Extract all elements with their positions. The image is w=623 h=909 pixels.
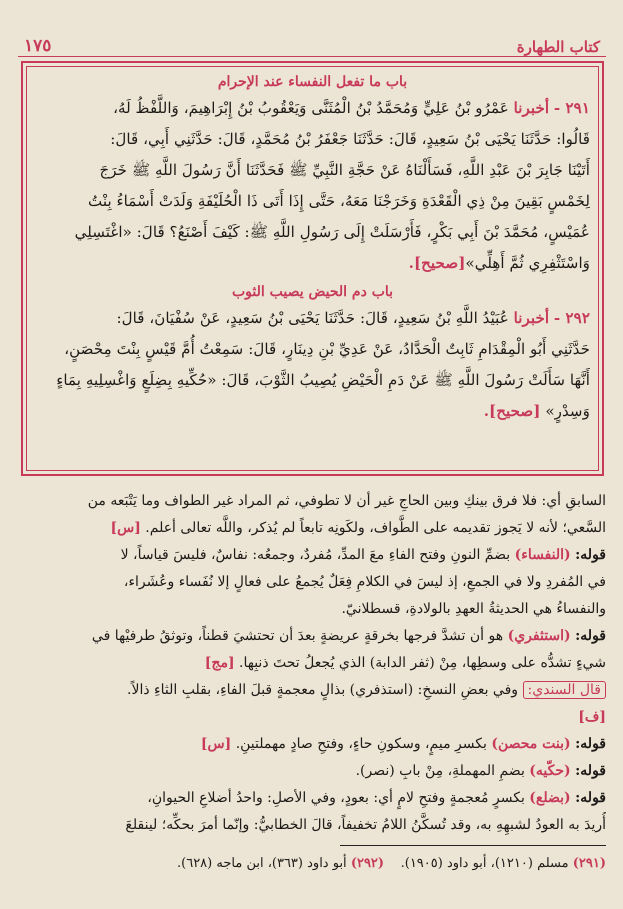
footnote-text: مسلم (١٢١٠)، أبو داود (١٩٠٥). <box>400 856 569 871</box>
grade-label: [صحيح]. <box>408 254 466 272</box>
footnote <box>18 854 606 874</box>
commentary-line <box>18 731 606 758</box>
hadith-292-line-3: أَنَّهَا سَأَلَتْ رَسُولَ اللَّهِ ﷺ عَنْ دَمِ الْحَيْضِ يُصِيبُ الثَّوْبَ، قَالَ: «حُكِّيهِ بِضِلَعٍ وَاغْسِلِيهِ بِمَاءٍ <box>56 371 590 389</box>
source-tag: [ف] <box>578 709 606 725</box>
commentary-line <box>18 758 606 785</box>
akhbarana-label: أخبرنا <box>513 309 550 327</box>
hadith-text: عُبَيْدُ اللَّهِ بْنُ سَعِيدٍ، قَالَ: حَدَّثَنَا يَحْيَى بْنُ سَعِيدٍ، عَنْ سُفْيَانَ، قَالَ: <box>116 309 509 327</box>
commentary-line: السابقِ أي: فلا فرق بينكِ وبين الحاجِ غير أن لا تطوفي، ثم المراد غير الطواف وما يَتْبَعه من <box>87 493 606 509</box>
commentary-line <box>18 650 606 677</box>
commentary-line <box>18 515 606 542</box>
source-tag: [س] <box>110 520 141 536</box>
qawluhu-label: قوله: <box>575 628 606 644</box>
commentary-line <box>18 677 606 704</box>
gloss-term: (بضلع) <box>529 790 571 806</box>
hadith-number: ٢٩١ - <box>553 99 590 117</box>
commentary-text: بضمِ المهملةِ، مِنْ بابِ (نصر). <box>355 763 525 779</box>
qawluhu-label: قوله: <box>575 736 606 752</box>
grade-label: [صحيح]. <box>483 402 541 420</box>
akhbarana-label: أخبرنا <box>513 99 550 117</box>
qawluhu-label: قوله: <box>575 763 606 779</box>
commentary-line: في المُفردِ ولا في الجمعِ، إذ ليسَ في الكلامِ فِعَلٌ يُجمعُ على فعالٍ إلا نُفَساء وعُشَراء، <box>123 574 606 590</box>
gloss-term: (بنت محصن) <box>491 736 571 752</box>
section-title-2: باب دم الحيض يصيب الثوب <box>231 284 394 300</box>
chapter-title: كتاب الطهارة <box>516 38 600 56</box>
hadith-text: وَاسْتَثْفِرِي ثُمَّ أَهِلِّي» <box>465 254 590 272</box>
hadith-text: عَمْرُو بْنُ عَلِيٍّ وَمُحَمَّدُ بْنُ الْمُثَنَّى وَيَعْقُوبُ بْنُ إِبْرَاهِيمَ، وَاللَّفْظُ لَهُ، <box>113 99 509 117</box>
hadith-292-line-2: حَدَّثَنِي أَبُو الْمِقْدَامِ ثَابِتٌ الْحَدَّادُ، عَنْ عَدِيِّ بْنِ دِينَارٍ، قَالَ: سَمِعْتُ أُمَّ قَيْسٍ بِنْتَ مِحْصَنٍ، <box>64 340 590 358</box>
footnote-number: (٢٩٢) <box>350 856 385 871</box>
hadith-291-line-1 <box>35 93 590 124</box>
gloss-term: (النفساء) <box>514 547 571 563</box>
commentary-text: هو أن تشدَّ فرجها بخرقةٍ عريضةٍ بعدَ أن تحتشيَ قطناً، وتوثقُ طرفيْها في <box>91 628 504 644</box>
source-tag: [س] <box>200 736 232 752</box>
commentary-line <box>18 704 606 731</box>
section-title-1: باب ما تفعل النفساء عند الإحرام <box>217 74 408 90</box>
commentary-line <box>18 623 606 650</box>
hadith-number: ٢٩٢ - <box>553 309 590 327</box>
footnote-text: أبو داود (٣٦٣)، ابن ماجه (٦٢٨). <box>177 856 347 871</box>
hadith-292-line-4 <box>35 396 590 427</box>
page-header <box>18 28 606 57</box>
hadith-291-line-6 <box>35 248 590 279</box>
qawluhu-label: قوله: <box>575 790 606 806</box>
commentary-text: وفي بعضِ النسخِ: (استذفري) بذالٍ معجمةٍ قبلَ الفاءِ، بقلبِ الثاءِ ذالاً. <box>127 682 519 698</box>
gloss-term: (حكّيه) <box>529 763 571 779</box>
page-number: ١٧٥ <box>24 36 52 56</box>
commentary-line: أُريدَ به العودُ لشبهِهِ به، وقد تُسكَّنُ اللامُ تخفيفاً، قالَ الخطابيُّ: وإنّما أمرَ بحكِّه؛ لينقلعَ <box>125 817 606 833</box>
commentary-text: شيءٍ تشدُّه على وسطِها، مِنْ (ثفر الدابة) الذي يُجعلُ تحتَ ذنبِها. <box>239 655 606 671</box>
qawluhu-label: قوله: <box>575 547 606 563</box>
sindi-label: قال السندي: <box>523 681 606 699</box>
hadith-frame <box>21 61 604 476</box>
commentary-text: السَّعي؛ لأنه لا يَجوز تقديمه على الطَّواف، ولكَونِه تابعاً لم يُذكر، واللَّه تعالى أعلم. <box>145 520 606 536</box>
hadith-292-line-1 <box>35 303 590 334</box>
gloss-term: (استثفري) <box>507 628 571 644</box>
commentary-line <box>18 785 606 812</box>
commentary <box>18 488 606 839</box>
commentary-line <box>18 542 606 569</box>
footnote-number: (٢٩١) <box>572 856 606 871</box>
hadith-291-line-4: لِخَمْسٍ بَقِينَ مِنْ ذِي الْقَعْدَةِ وَخَرَجْنَا مَعَهُ، حَتَّى إِذَا أَتَى ذَا الْحُلَيْفَةِ وَلَدَتْ أَسْمَاءُ بِنْتُ <box>87 192 590 210</box>
hadith-text: وَسِدْرٍ» <box>545 402 590 420</box>
commentary-line: والنفساءُ هي الحديثةُ العهدِ بالولادةِ، قسطلانيّ. <box>341 601 606 617</box>
hadith-291-line-5: عُمَيْسٍ، مُحَمَّدَ بْنَ أَبِي بَكْرٍ، فَأَرْسَلَتْ إِلَى رَسُولِ اللَّهِ ﷺ: كَيْفَ أَصْنَعُ؟ قَالَ: «اغْتَسِلِي <box>74 223 590 241</box>
commentary-text: بكسرِ ميمٍ، وسكونِ حاءٍ، وفتحِ صادٍ مهملتينِ. <box>235 736 487 752</box>
commentary-text: بضمِّ النونِ وفتح الفاءِ معَ المدِّ، مُفردٌ، وجمعُه: نفاسٌ، فليسَ قياساً، لا <box>120 547 511 563</box>
commentary-text: بكسرٍ مُعجمةٍ وفتحِ لامٍ أي: بعودٍ، وفي الأصلِ: واحدُ أضلاعِ الحيوانِ، <box>147 790 525 806</box>
hadith-291-line-3: أَتَيْنَا جَابِرَ بْنَ عَبْدِ اللَّهِ، فَسَأَلْنَاهُ عَنْ حَجَّةِ النَّبِيِّ ﷺ فَحَدَّثَنَا أَنَّ رَسُولَ اللَّهِ ﷺ خَرَجَ <box>99 161 590 179</box>
source-tag: [مج] <box>204 655 235 671</box>
hadith-291-line-2: قَالُوا: حَدَّثَنَا يَحْيَى بْنُ سَعِيدٍ، قَالَ: حَدَّثَنَا جَعْفَرُ بْنُ مُحَمَّدٍ، قَالَ: حَدَّثَنِي أَبِي، قَالَ: <box>110 130 590 148</box>
footnote-separator <box>340 845 606 846</box>
